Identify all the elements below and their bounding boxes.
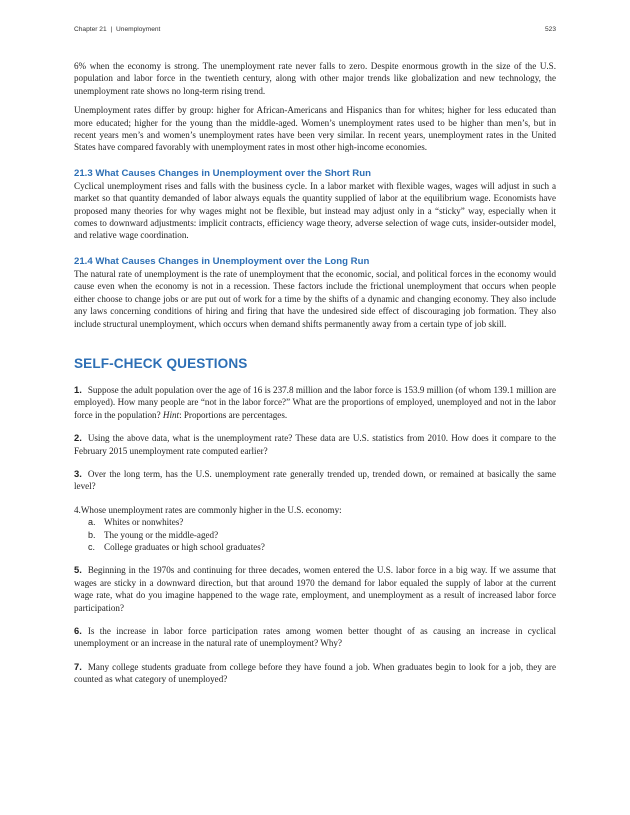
chapter-title: Unemployment [116,26,161,33]
question-7 [74,661,556,686]
question-number: 6. [74,625,82,636]
page-content [74,60,556,697]
question-text: Whose unemployment rates are commonly higher in the U.S. economy: [80,504,342,515]
intro-paragraph-2: Unemployment rates differ by group: higher for African-Americans and Hispanics than for whites; higher for less educated than more educated; higher for the young than the middle-aged. Women’s unemployment rates used to be higher than men’s, but in recent years men’s and women’s unemployment rates have been very similar. In recent years, unemployment rates in the United States have compared favorably with unemployment rates in most other high-income economies. [74,105,556,153]
running-header [74,26,556,38]
option-letter: c. [88,541,96,552]
question-3 [74,468,556,493]
option-letter: b. [88,529,96,540]
option-b [74,529,556,541]
option-c [74,541,556,553]
question-text: Many college students graduate from college before they have found a job. When graduates begin to look for a job, they are counted as what category of unemployed? [74,661,556,685]
section-21-4-body: The natural rate of unemployment is the rate of unemployment that the economic, social, and political forces in the economy would cause even when the economy is not in a recession. These factors include the frictional unemployment that occurs when people either choose to change jobs or are put out of work for a time by the shifts of a dynamic and changing economy. They also include any laws concerning conditions of hiring and firing that have the undesired side effect of discouraging job formation. They also include structural unemployment, which occurs when demand shifts permanently away from a certain type of job skill. [74,268,556,329]
question-text: Beginning in the 1970s and continuing for three decades, women entered the U.S. labor force in a big way. If we assume that wages are sticky in a downward direction, but that around 1970 the demand for labor equaled the supply of labor at the current wage rate, what do you imagine happened to the wage rate, employment, and unemployment as a result of increased labor force participation? [74,565,556,613]
section-21-4-heading: 21.4 What Causes Changes in Unemployment over the Long Run [74,255,370,267]
question-text: Using the above data, what is the unemployment rate? These data are U.S. statistics from 2010. How does it compare to the February 2015 unemployment rate computed earlier? [74,433,556,456]
chapter-label: Chapter 21 [74,26,107,33]
question-number: 2. [74,432,82,444]
question-4 [74,504,556,554]
option-text: Whites or nonwhites? [104,517,184,528]
question-5 [74,564,556,614]
option-letter: a. [88,517,96,528]
hint-text: : Proportions are percentages. [179,409,288,420]
question-text: Suppose the adult population over the age of 16 is 237.8 million and the labor force is 153.9 million (of whom 139.1 million are employed). How many people are “not in the labor force?” What are the proportions of employed, unemployed and not in the labor force in the population? [74,384,556,420]
question-number: 7. [74,660,82,672]
question-text: Is the increase in labor force participation rates among women better thought of as causing an increase in cyclical unemployment or an increase in the natural rate of unemployment? Why? [74,626,556,649]
header-separator: | [110,26,113,33]
option-a [74,516,556,528]
section-21-3-heading: 21.3 What Causes Changes in Unemployment over the Short Run [74,167,371,179]
question-4-options [74,516,556,553]
option-text: The young or the middle-aged? [104,529,219,540]
option-text: College graduates or high school graduates? [104,541,265,552]
section-21-3-body: Cyclical unemployment rises and falls with the business cycle. In a labor market with flexible wages, wages will adjust in such a market so that quantity demanded of labor always equals the quantity supplied of labor at the equilibrium wage. Economists have proposed many theories for why wages might not be flexible, but instead may adjust only in a “sticky” way, especially when it comes to downward adjustments: implicit contracts, efficiency wage theory, adverse selection of wage cuts, insider-outsider model, and relative wage coordination. [74,180,556,241]
question-number: 1. [74,383,82,395]
question-number: 4. [74,504,81,515]
page-number: 523 [544,26,556,33]
intro-paragraph-1: 6% when the economy is strong. The unemployment rate never falls to zero. Despite enormous growth in the size of the U.S. population and labor force in the twentieth century, along with other major trends like globalization and new technology, the unemployment rate shows no long-term rising trend. [74,61,556,96]
question-number: 5. [74,564,82,576]
question-2 [74,432,556,457]
header-chapter [74,26,160,33]
question-number: 3. [74,467,82,479]
hint-label: Hint [162,409,180,420]
question-6 [74,625,556,650]
question-text: Over the long term, has the U.S. unemployment rate generally trended up, trended down, or remained at basically the same level? [74,468,556,492]
question-1 [74,384,556,421]
question-4-lead [74,504,556,516]
self-check-heading: SELF-CHECK QUESTIONS [74,355,248,371]
